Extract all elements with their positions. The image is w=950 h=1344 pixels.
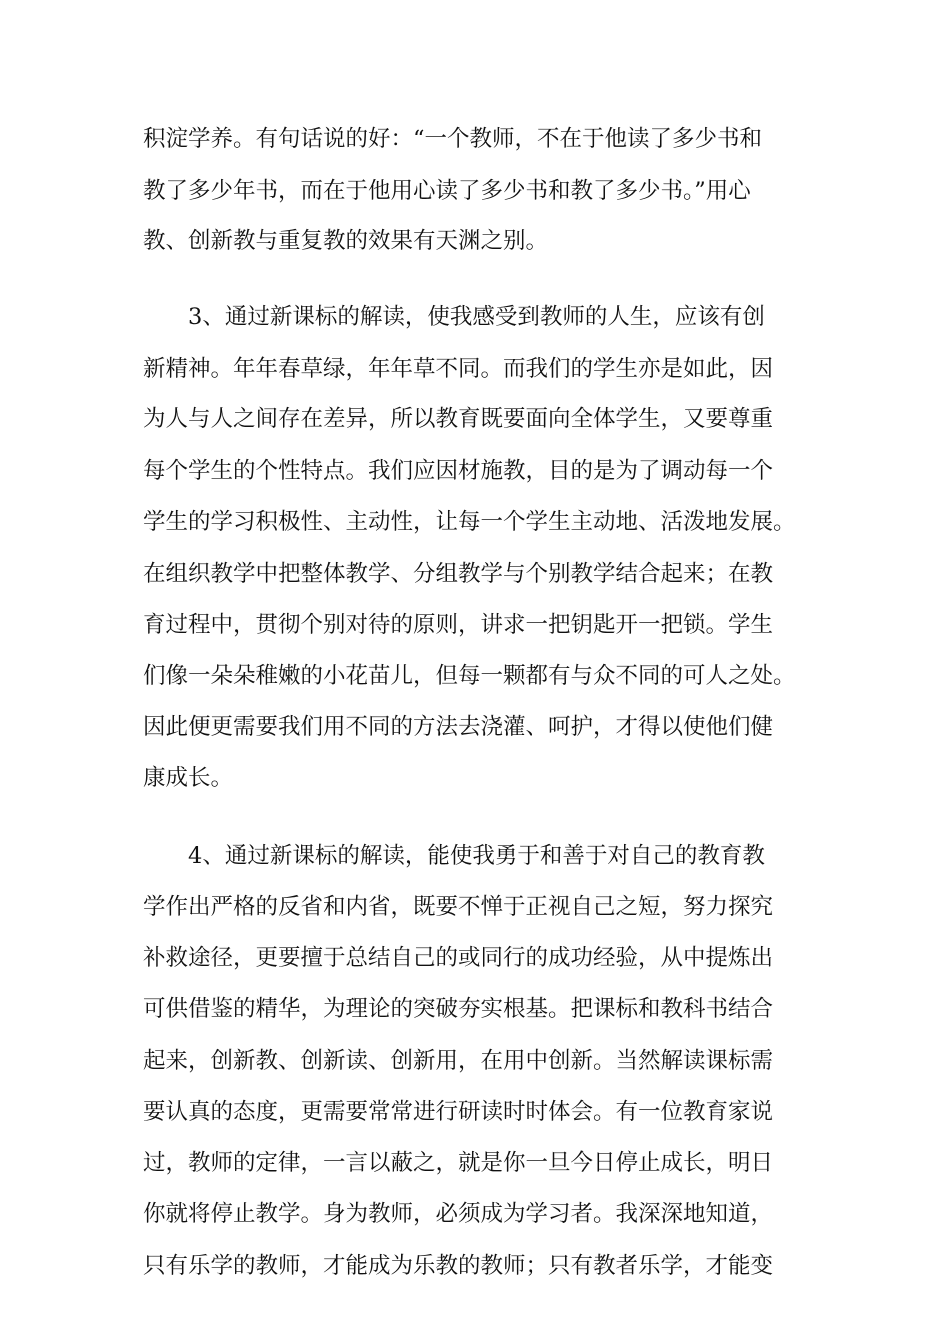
text-line: 教、创新教与重复教的效果有天渊之别。 xyxy=(143,228,549,254)
text-line: 学生的学习积极性、主动性，让每一个学生主动地、活泼地发展。 xyxy=(143,509,796,535)
text-line: 学作出严格的反省和内省，既要不惮于正视自己之短，努力探究 xyxy=(143,894,774,920)
text-line: 补救途径，更要擅于总结自己的或同行的成功经验，从中提炼出 xyxy=(143,945,774,971)
text-line: 们像一朵朵稚嫩的小花苗儿，但每一颗都有与众不同的可人之处。 xyxy=(143,663,796,689)
text-line: 4、通过新课标的解读，能使我勇于和善于对自己的教育教 xyxy=(188,843,765,869)
text-line: 康成长。 xyxy=(143,765,234,791)
text-line: 可供借鉴的精华，为理论的突破夯实根基。把课标和教科书结合 xyxy=(143,996,774,1022)
text-line: 积淀学养。有句话说的好：“一个教师，不在于他读了多少书和 xyxy=(143,126,763,152)
text-line: 要认真的态度，更需要常常进行研读时时体会。有一位教育家说 xyxy=(143,1099,774,1125)
text-line: 在组织教学中把整体教学、分组教学与个别教学结合起来；在教 xyxy=(143,561,774,587)
text-line: 因此便更需要我们用不同的方法去浇灌、呵护，才得以使他们健 xyxy=(143,714,774,740)
text-line: 你就将停止教学。身为教师，必须成为学习者。我深深地知道， xyxy=(143,1201,774,1227)
text-line: 3、通过新课标的解读，使我感受到教师的人生，应该有创 xyxy=(188,304,765,330)
text-line: 只有乐学的教师，才能成为乐教的教师；只有教者乐学，才能变 xyxy=(143,1253,774,1279)
text-line: 教了多少年书，而在于他用心读了多少书和教了多少书。”用心 xyxy=(143,178,751,204)
text-line: 育过程中，贯彻个别对待的原则，讲求一把钥匙开一把锁。学生 xyxy=(143,612,774,638)
text-line: 每个学生的个性特点。我们应因材施教，目的是为了调动每一个 xyxy=(143,458,774,484)
text-line: 起来，创新教、创新读、创新用，在用中创新。当然解读课标需 xyxy=(143,1048,774,1074)
text-line: 新精神。年年春草绿，年年草不同。而我们的学生亦是如此，因 xyxy=(143,356,774,382)
text-line: 过，教师的定律，一言以蔽之，就是你一旦今日停止成长，明日 xyxy=(143,1150,774,1176)
text-line: 为人与人之间存在差异，所以教育既要面向全体学生，又要尊重 xyxy=(143,406,774,432)
